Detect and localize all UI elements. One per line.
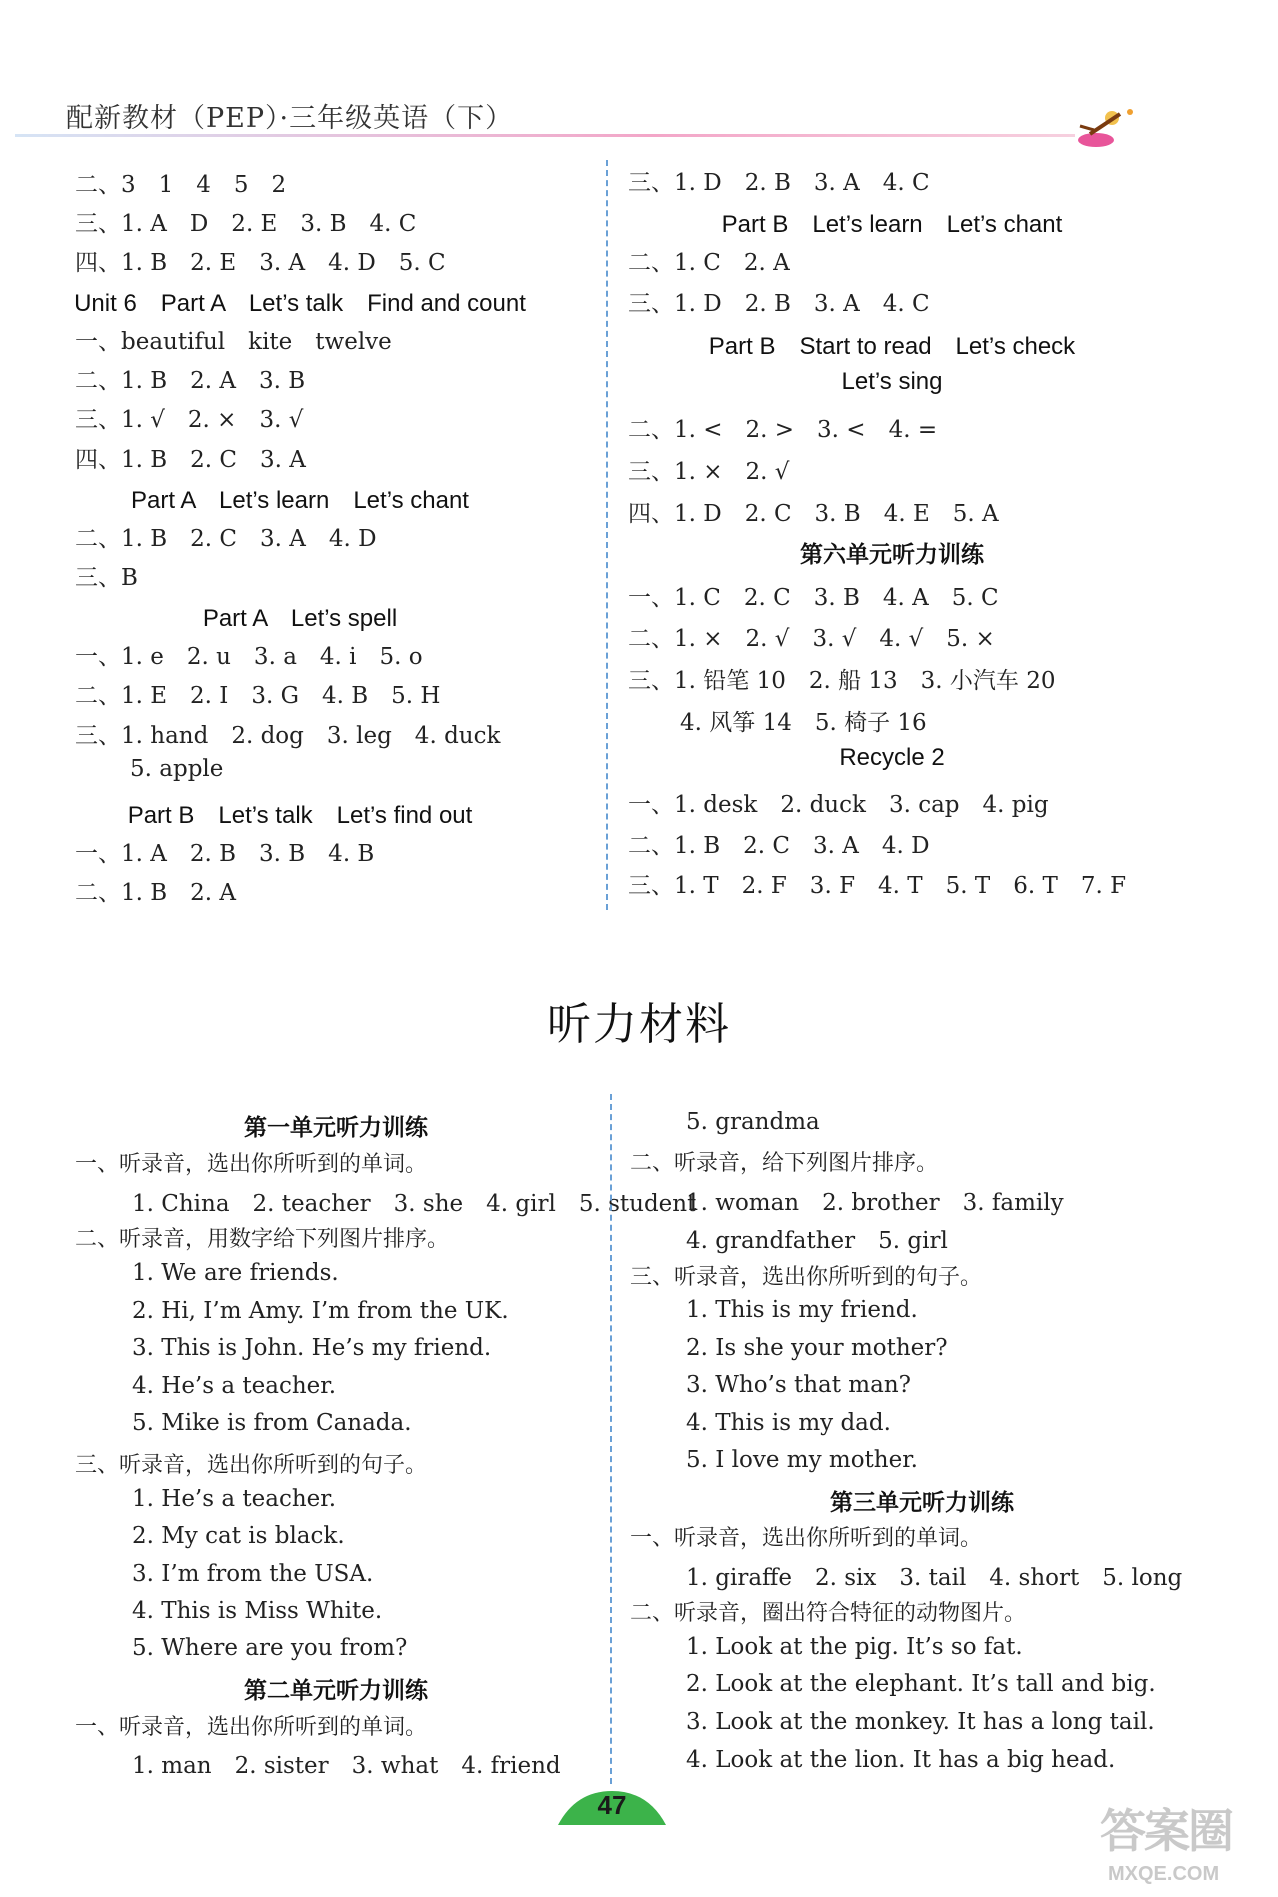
- text-line: 一、听录音，选出你所听到的单词。: [630, 1526, 983, 1551]
- text-line: 三、B: [75, 565, 138, 591]
- subsection-heading: Part A Let’s learn Let’s chant: [131, 487, 469, 514]
- runner-decoration-icon: [1060, 104, 1140, 152]
- text-line: 4. 风筝 14 5. 椅子 16: [680, 710, 927, 736]
- subsection-heading: 第六单元听力训练: [800, 542, 984, 568]
- text-line: 4. grandfather 5. girl: [686, 1228, 948, 1254]
- book-title: 配新教材（PEP）·三年级英语（下）: [66, 103, 514, 134]
- subsection-heading: 第三单元听力训练: [830, 1490, 1014, 1516]
- header-rule: [15, 134, 1075, 137]
- text-line: 一、1. C 2. C 3. B 4. A 5. C: [628, 585, 999, 611]
- text-line: 四、1. B 2. C 3. A: [75, 447, 306, 473]
- text-line: 二、听录音，圈出符合特征的动物图片。: [630, 1601, 1027, 1626]
- text-line: 2. Is she your mother?: [686, 1335, 948, 1361]
- text-line: 二、1. < 2. > 3. < 4. =: [628, 417, 938, 443]
- text-line: 4. Look at the lion. It has a big head.: [686, 1747, 1116, 1773]
- watermark-logo: [1100, 1795, 1270, 1895]
- text-line: 三、1. A D 2. E 3. B 4. C: [75, 211, 417, 237]
- text-line: 5. apple: [130, 756, 224, 782]
- subsection-heading: Part B Start to read Let’s check: [708, 333, 1076, 360]
- text-line: 二、1. B 2. C 3. A 4. D: [628, 833, 930, 859]
- text-line: 二、1. B 2. A 3. B: [75, 368, 306, 394]
- text-line: 4. This is my dad.: [686, 1410, 891, 1436]
- text-line: 1. China 2. teacher 3. she 4. girl 5. student: [132, 1191, 697, 1217]
- subsection-heading: Let’s sing: [841, 368, 943, 395]
- text-line: 二、听录音，用数字给下列图片排序。: [75, 1227, 450, 1252]
- text-line: 二、听录音，给下列图片排序。: [630, 1151, 939, 1176]
- page-number: 47: [597, 1790, 627, 1820]
- section-title: 听力材料: [547, 999, 731, 1050]
- text-line: 4. He’s a teacher.: [132, 1373, 337, 1399]
- text-line: 2. Look at the elephant. It’s tall and big.: [686, 1671, 1156, 1697]
- text-line: 一、beautiful kite twelve: [75, 329, 392, 355]
- subsection-heading: Recycle 2: [839, 744, 945, 771]
- text-line: 3. Look at the monkey. It has a long tail.: [686, 1709, 1155, 1735]
- subsection-heading: Part B Let’s learn Let’s chant: [721, 211, 1063, 238]
- text-line: 1. Look at the pig. It’s so fat.: [686, 1634, 1023, 1660]
- text-line: 1. giraffe 2. six 3. tail 4. short 5. long: [686, 1565, 1183, 1591]
- listening-column-divider: [610, 1094, 612, 1784]
- text-line: 3. I’m from the USA.: [132, 1561, 374, 1587]
- text-line: 四、1. B 2. E 3. A 4. D 5. C: [75, 250, 446, 276]
- subsection-heading: Part A Let’s spell: [202, 605, 398, 632]
- text-line: 三、1. T 2. F 3. F 4. T 5. T 6. T 7. F: [628, 873, 1127, 899]
- text-line: 三、1. 铅笔 10 2. 船 13 3. 小汽车 20: [628, 668, 1056, 694]
- text-line: 三、1. D 2. B 3. A 4. C: [628, 170, 930, 196]
- text-line: 三、听录音，选出你所听到的句子。: [630, 1265, 983, 1290]
- text-line: 5. grandma: [686, 1109, 820, 1135]
- text-line: 二、1. B 2. C 3. A 4. D: [75, 526, 377, 552]
- text-line: 一、1. A 2. B 3. B 4. B: [75, 841, 375, 867]
- text-line: 二、1. E 2. I 3. G 4. B 5. H: [75, 683, 441, 709]
- text-line: 3. Who’s that man?: [686, 1372, 911, 1398]
- text-line: 1. We are friends.: [132, 1260, 339, 1286]
- text-line: 二、1. C 2. A: [628, 250, 790, 276]
- text-line: 一、1. e 2. u 3. a 4. i 5. o: [75, 644, 423, 670]
- answers-column-divider: [606, 160, 608, 910]
- text-line: 三、1. √ 2. × 3. √: [75, 407, 304, 433]
- text-line: 三、听录音，选出你所听到的句子。: [75, 1453, 428, 1478]
- subsection-heading: Unit 6 Part A Let’s talk Find and count: [74, 290, 526, 317]
- text-line: 1. man 2. sister 3. what 4. friend: [132, 1753, 561, 1779]
- text-line: 四、1. D 2. C 3. B 4. E 5. A: [628, 501, 999, 527]
- text-line: 一、1. desk 2. duck 3. cap 4. pig: [628, 792, 1049, 818]
- text-line: 一、听录音，选出你所听到的单词。: [75, 1715, 428, 1740]
- text-line: 三、1. hand 2. dog 3. leg 4. duck: [75, 723, 501, 749]
- text-line: 1. This is my friend.: [686, 1297, 918, 1323]
- text-line: 三、1. D 2. B 3. A 4. C: [628, 291, 930, 317]
- text-line: 5. Mike is from Canada.: [132, 1410, 412, 1436]
- text-line: 1. He’s a teacher.: [132, 1486, 337, 1512]
- text-line: 2. My cat is black.: [132, 1523, 345, 1549]
- text-line: 2. Hi, I’m Amy. I’m from the UK.: [132, 1298, 509, 1324]
- text-line: 4. This is Miss White.: [132, 1598, 383, 1624]
- text-line: 一、听录音，选出你所听到的单词。: [75, 1152, 428, 1177]
- text-line: 二、1. × 2. √ 3. √ 4. √ 5. ×: [628, 626, 995, 652]
- subsection-heading: 第一单元听力训练: [244, 1115, 428, 1141]
- text-line: 5. I love my mother.: [686, 1447, 918, 1473]
- subsection-heading: Part B Let’s talk Let’s find out: [127, 802, 473, 829]
- text-line: 三、1. × 2. √: [628, 459, 790, 485]
- watermark-main: 答案圈: [1100, 1805, 1232, 1857]
- subsection-heading: 第二单元听力训练: [244, 1678, 428, 1704]
- text-line: 二、3 1 4 5 2: [75, 172, 287, 198]
- text-line: 3. This is John. He’s my friend.: [132, 1335, 492, 1361]
- text-line: 1. woman 2. brother 3. family: [686, 1190, 1064, 1216]
- text-line: 二、1. B 2. A: [75, 880, 237, 906]
- text-line: 5. Where are you from?: [132, 1635, 408, 1661]
- watermark-sub: MXQE.COM: [1108, 1863, 1220, 1885]
